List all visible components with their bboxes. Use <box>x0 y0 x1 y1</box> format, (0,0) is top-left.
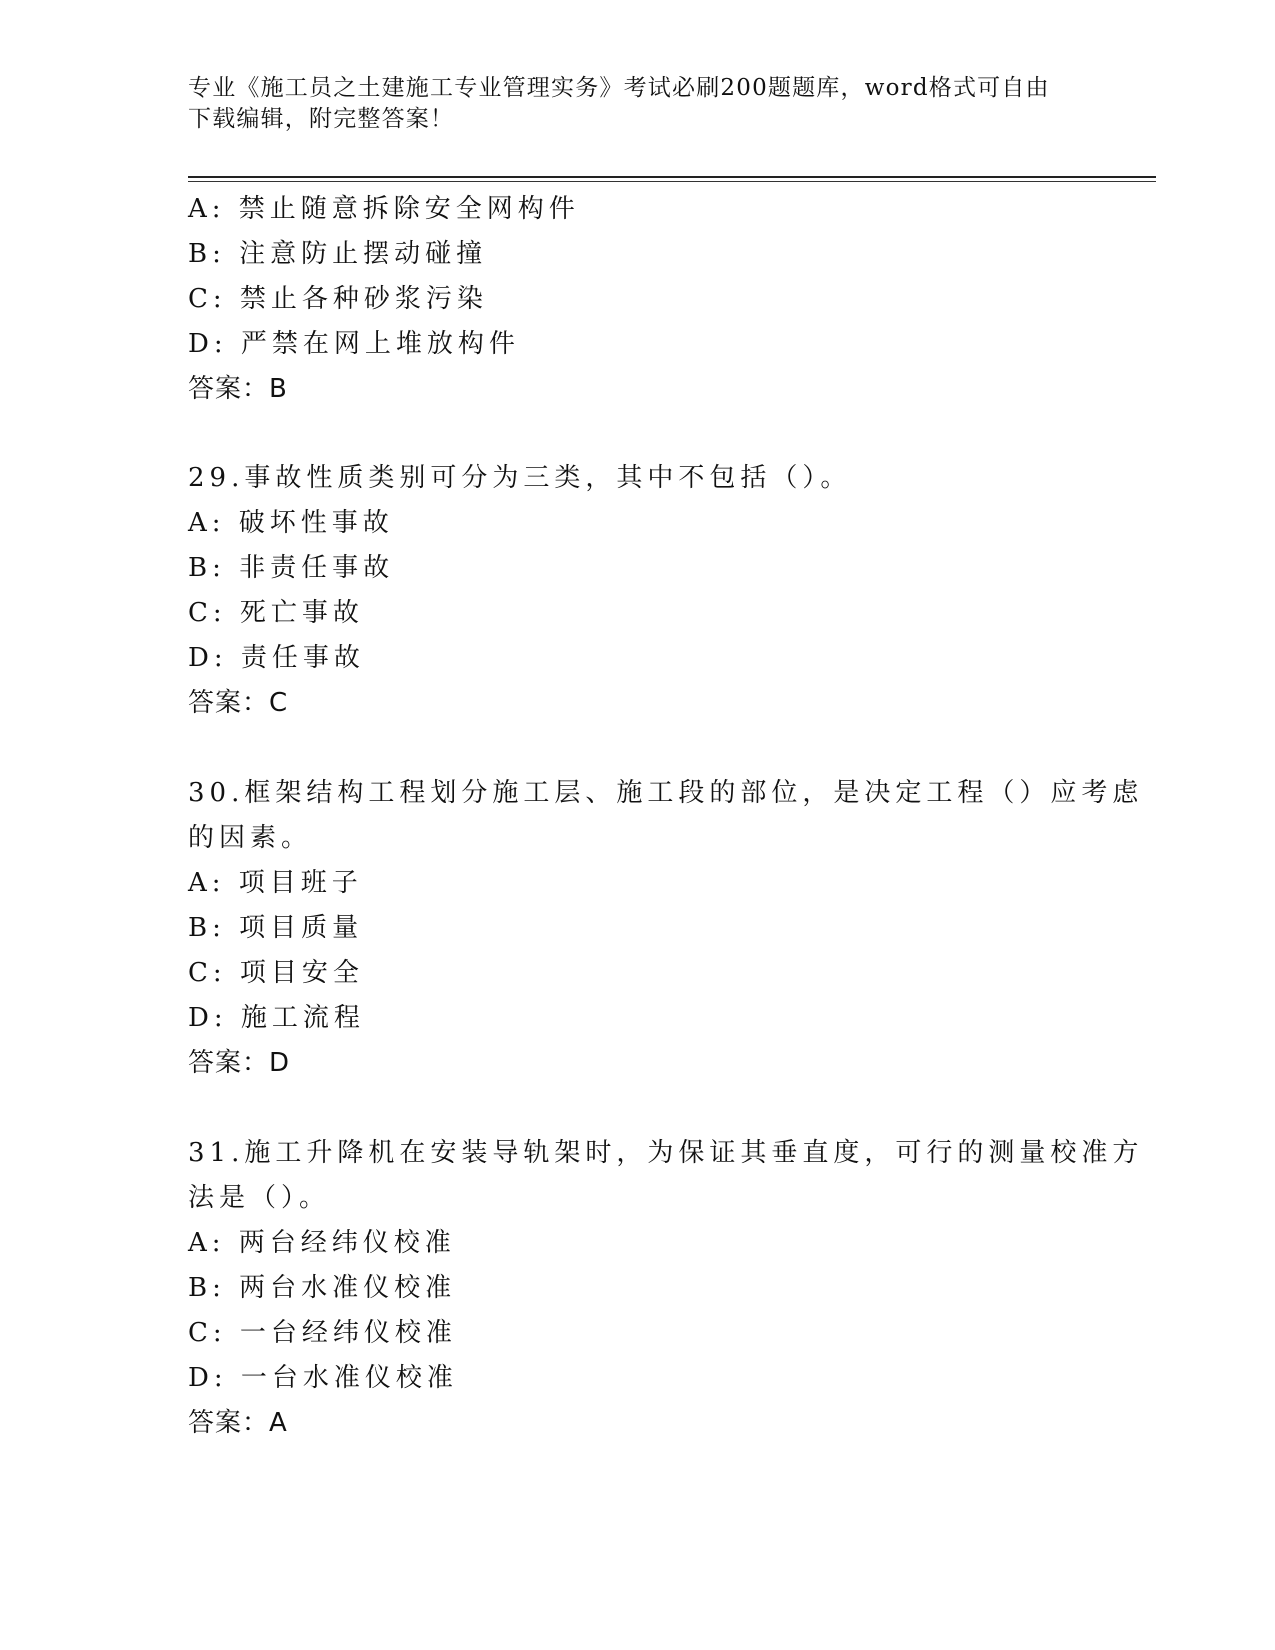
q29-question: 29.事故性质类别可分为三类，其中不包括（）。 <box>188 463 852 493</box>
q29-option-c: C: 死亡事故 <box>188 598 364 628</box>
q31-option-b: B: 两台水准仪校准 <box>188 1273 457 1303</box>
q31-question-line-2: 法是（）。 <box>188 1183 331 1213</box>
q28-option-d: D: 严禁在网上堆放构件 <box>188 329 520 359</box>
q30-question-line-2: 的因素。 <box>188 823 313 853</box>
q30-option-c: C: 项目安全 <box>188 958 364 988</box>
q28-option-a: A: 禁止随意拆除安全网构件 <box>188 194 580 224</box>
q29-option-d: D: 责任事故 <box>188 643 365 673</box>
q29-option-a: A: 破坏性事故 <box>188 508 394 538</box>
q28-answer: 答案：B <box>188 374 288 404</box>
q31-option-c: C: 一台经纬仪校准 <box>188 1318 457 1348</box>
q30-option-d: D: 施工流程 <box>188 1003 365 1033</box>
q28-option-c: C: 禁止各种砂浆污染 <box>188 284 488 314</box>
q30-option-b: B: 项目质量 <box>188 913 364 943</box>
q31-question-line-1: 31.施工升降机在安装导轨架时，为保证其垂直度，可行的测量校准方 <box>188 1138 1144 1168</box>
q31-option-a: A: 两台经纬仪校准 <box>188 1228 456 1258</box>
q31-option-d: D: 一台水准仪校准 <box>188 1363 458 1393</box>
header-line-1: 专业《施工员之土建施工专业管理实务》考试必刷200题题库，word格式可自由 <box>188 75 1050 101</box>
q30-option-a: A: 项目班子 <box>188 868 363 898</box>
q29-answer: 答案：C <box>188 688 289 718</box>
q30-answer: 答案：D <box>188 1048 291 1078</box>
q30-question-line-1: 30.框架结构工程划分施工层、施工段的部位，是决定工程（）应考虑 <box>188 778 1144 808</box>
header-divider-thick <box>188 176 1156 178</box>
q29-option-b: B: 非责任事故 <box>188 553 395 583</box>
q28-option-b: B: 注意防止摆动碰撞 <box>188 239 488 269</box>
header-divider-thin <box>188 181 1156 182</box>
header-line-2: 下载编辑，附完整答案！ <box>188 106 455 132</box>
q31-answer: 答案：A <box>188 1408 288 1438</box>
